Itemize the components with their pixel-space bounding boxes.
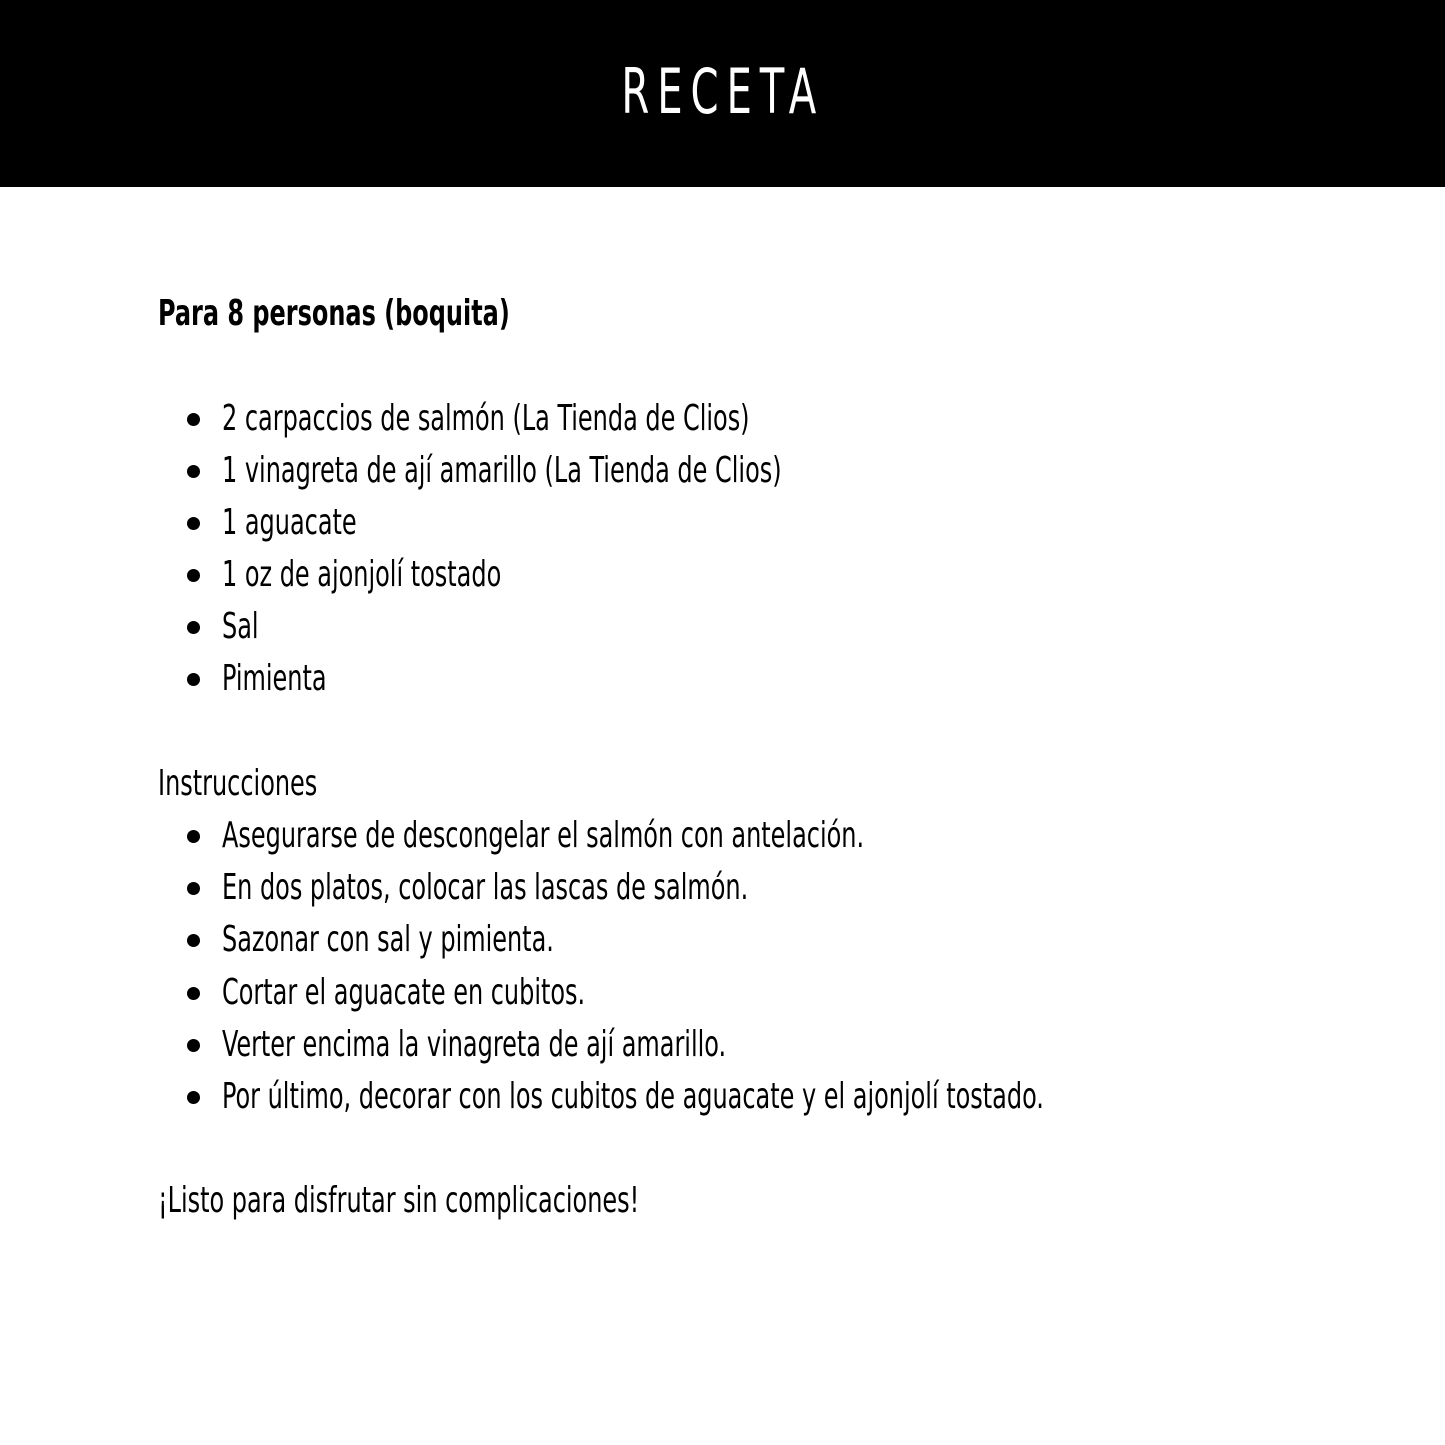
instruction-text: En dos platos, colocar las lascas de salmón. bbox=[222, 867, 749, 908]
ingredient-item bbox=[187, 657, 327, 701]
bullet-icon bbox=[187, 1091, 200, 1104]
bullet-icon bbox=[187, 569, 200, 582]
instructions-heading: Instrucciones bbox=[158, 763, 318, 804]
bullet-icon bbox=[187, 830, 200, 843]
instruction-text: Verter encima la vinagreta de ají amarillo. bbox=[222, 1024, 727, 1065]
closing-text: ¡Listo para disfrutar sin complicaciones! bbox=[158, 1180, 640, 1221]
instruction-item bbox=[187, 1075, 1044, 1119]
instruction-item bbox=[187, 1023, 727, 1067]
ingredient-text: 1 vinagreta de ají amarillo (La Tienda de Clios) bbox=[222, 450, 782, 491]
bullet-icon bbox=[187, 934, 200, 947]
instruction-item bbox=[187, 971, 586, 1015]
instruction-item bbox=[187, 814, 865, 858]
bullet-icon bbox=[187, 517, 200, 530]
bullet-icon bbox=[187, 882, 200, 895]
bullet-icon bbox=[187, 465, 200, 478]
instruction-text: Asegurarse de descongelar el salmón con antelación. bbox=[222, 815, 865, 856]
ingredient-item bbox=[187, 501, 357, 545]
bullet-icon bbox=[187, 413, 200, 426]
instruction-item bbox=[187, 918, 554, 962]
ingredient-text: 1 aguacate bbox=[222, 502, 357, 543]
page-title: RECETA bbox=[621, 54, 824, 128]
instruction-text: Por último, decorar con los cubitos de aguacate y el ajonjolí tostado. bbox=[222, 1076, 1044, 1117]
instruction-text: Sazonar con sal y pimienta. bbox=[222, 919, 554, 960]
ingredient-item bbox=[187, 605, 259, 649]
servings-heading: Para 8 personas (boquita) bbox=[158, 293, 510, 334]
ingredient-item bbox=[187, 397, 750, 441]
instruction-item bbox=[187, 866, 749, 910]
bullet-icon bbox=[187, 673, 200, 686]
ingredient-text: Pimienta bbox=[222, 658, 327, 699]
instruction-text: Cortar el aguacate en cubitos. bbox=[222, 972, 586, 1013]
bullet-icon bbox=[187, 621, 200, 634]
bullet-icon bbox=[187, 987, 200, 1000]
ingredient-text: 1 oz de ajonjolí tostado bbox=[222, 554, 502, 595]
ingredient-text: 2 carpaccios de salmón (La Tienda de Clios) bbox=[222, 398, 750, 439]
ingredient-text: Sal bbox=[222, 606, 259, 647]
ingredient-item bbox=[187, 553, 502, 597]
bullet-icon bbox=[187, 1039, 200, 1052]
ingredient-item bbox=[187, 449, 782, 493]
